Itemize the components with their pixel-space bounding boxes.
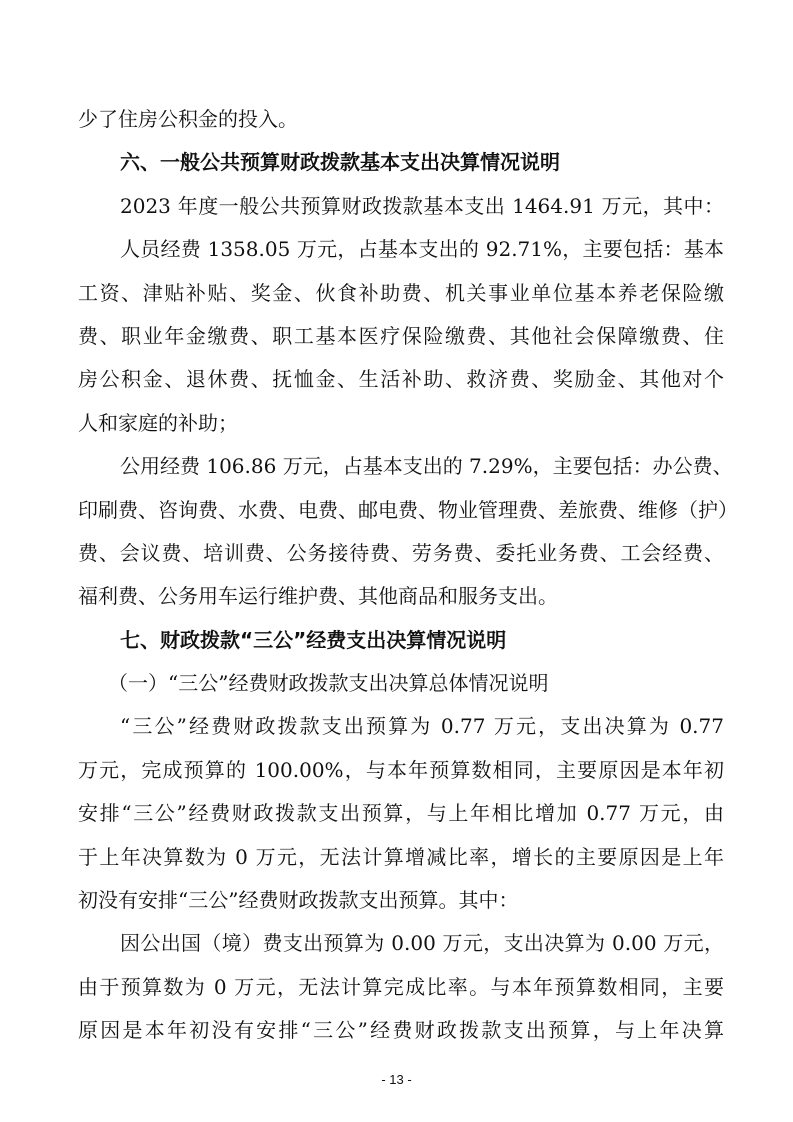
section-heading-7: 七、财政拨款“三公”经费支出决算情况说明 [120, 627, 507, 652]
paragraph-line: “三公”经费财政拨款支出预算为 0.77 万元，支出决算为 0.77 [120, 714, 724, 739]
paragraph-line: 安排“三公”经费财政拨款支出预算，与上年相比增加 0.77 万元，由 [78, 801, 724, 826]
paragraph-line: 工资、津贴补贴、奖金、伙食补助费、机关事业单位基本养老保险缴 [78, 280, 724, 305]
paragraph-line: 初没有安排“三公”经费财政拨款支出预算。其中： [78, 888, 519, 913]
section-heading-6: 六、一般公共预算财政拨款基本支出决算情况说明 [120, 150, 560, 175]
document-body [78, 98, 738, 1053]
paragraph-line: 公用经费 106.86 万元，占基本支出的 7.29%，主要包括：办公费、 [120, 454, 733, 479]
paragraph-line: 福利费、公务用车运行维护费、其他商品和服务支出。 [78, 584, 558, 609]
paragraph-line: 于上年决算数为 0 万元，无法计算增减比率，增长的主要原因是上年 [78, 844, 724, 869]
paragraph-line: 少了住房公积金的投入。 [78, 107, 298, 131]
subsection-heading: （一）“三公”经费财政拨款支出决算总体情况说明 [108, 671, 549, 696]
paragraph-line: 人员经费 1358.05 万元，占基本支出的 92.71%，主要包括：基本 [120, 237, 724, 262]
paragraph-line: 费、会议费、培训费、公务接待费、劳务费、委托业务费、工会经费、 [78, 540, 724, 565]
paragraph-line: 万元，完成预算的 100.00%，与本年预算数相同，主要原因是本年初 [78, 757, 724, 782]
paragraph-line: 房公积金、退休费、抚恤金、生活补助、救济费、奖励金、其他对个 [78, 367, 724, 392]
paragraph-line: 人和家庭的补助； [78, 410, 238, 435]
paragraph-line: 2023 年度一般公共预算财政拨款基本支出 1464.91 万元，其中： [120, 193, 724, 218]
paragraph-line: 印刷费、咨询费、水费、电费、邮电费、物业管理费、差旅费、维修（护） [78, 497, 738, 522]
paragraph-line: 由于预算数为 0 万元，无法计算完成比率。与本年预算数相同，主要 [78, 974, 724, 999]
paragraph-line: 因公出国（境）费支出预算为 0.00 万元，支出决算为 0.00 万元， [120, 931, 724, 956]
page-number: - 13 - [381, 1072, 412, 1087]
paragraph-line: 费、职业年金缴费、职工基本医疗保险缴费、其他社会保障缴费、住 [78, 323, 724, 348]
paragraph-line: 原因是本年初没有安排“三公”经费财政拨款支出预算，与上年决算 [78, 1018, 724, 1043]
